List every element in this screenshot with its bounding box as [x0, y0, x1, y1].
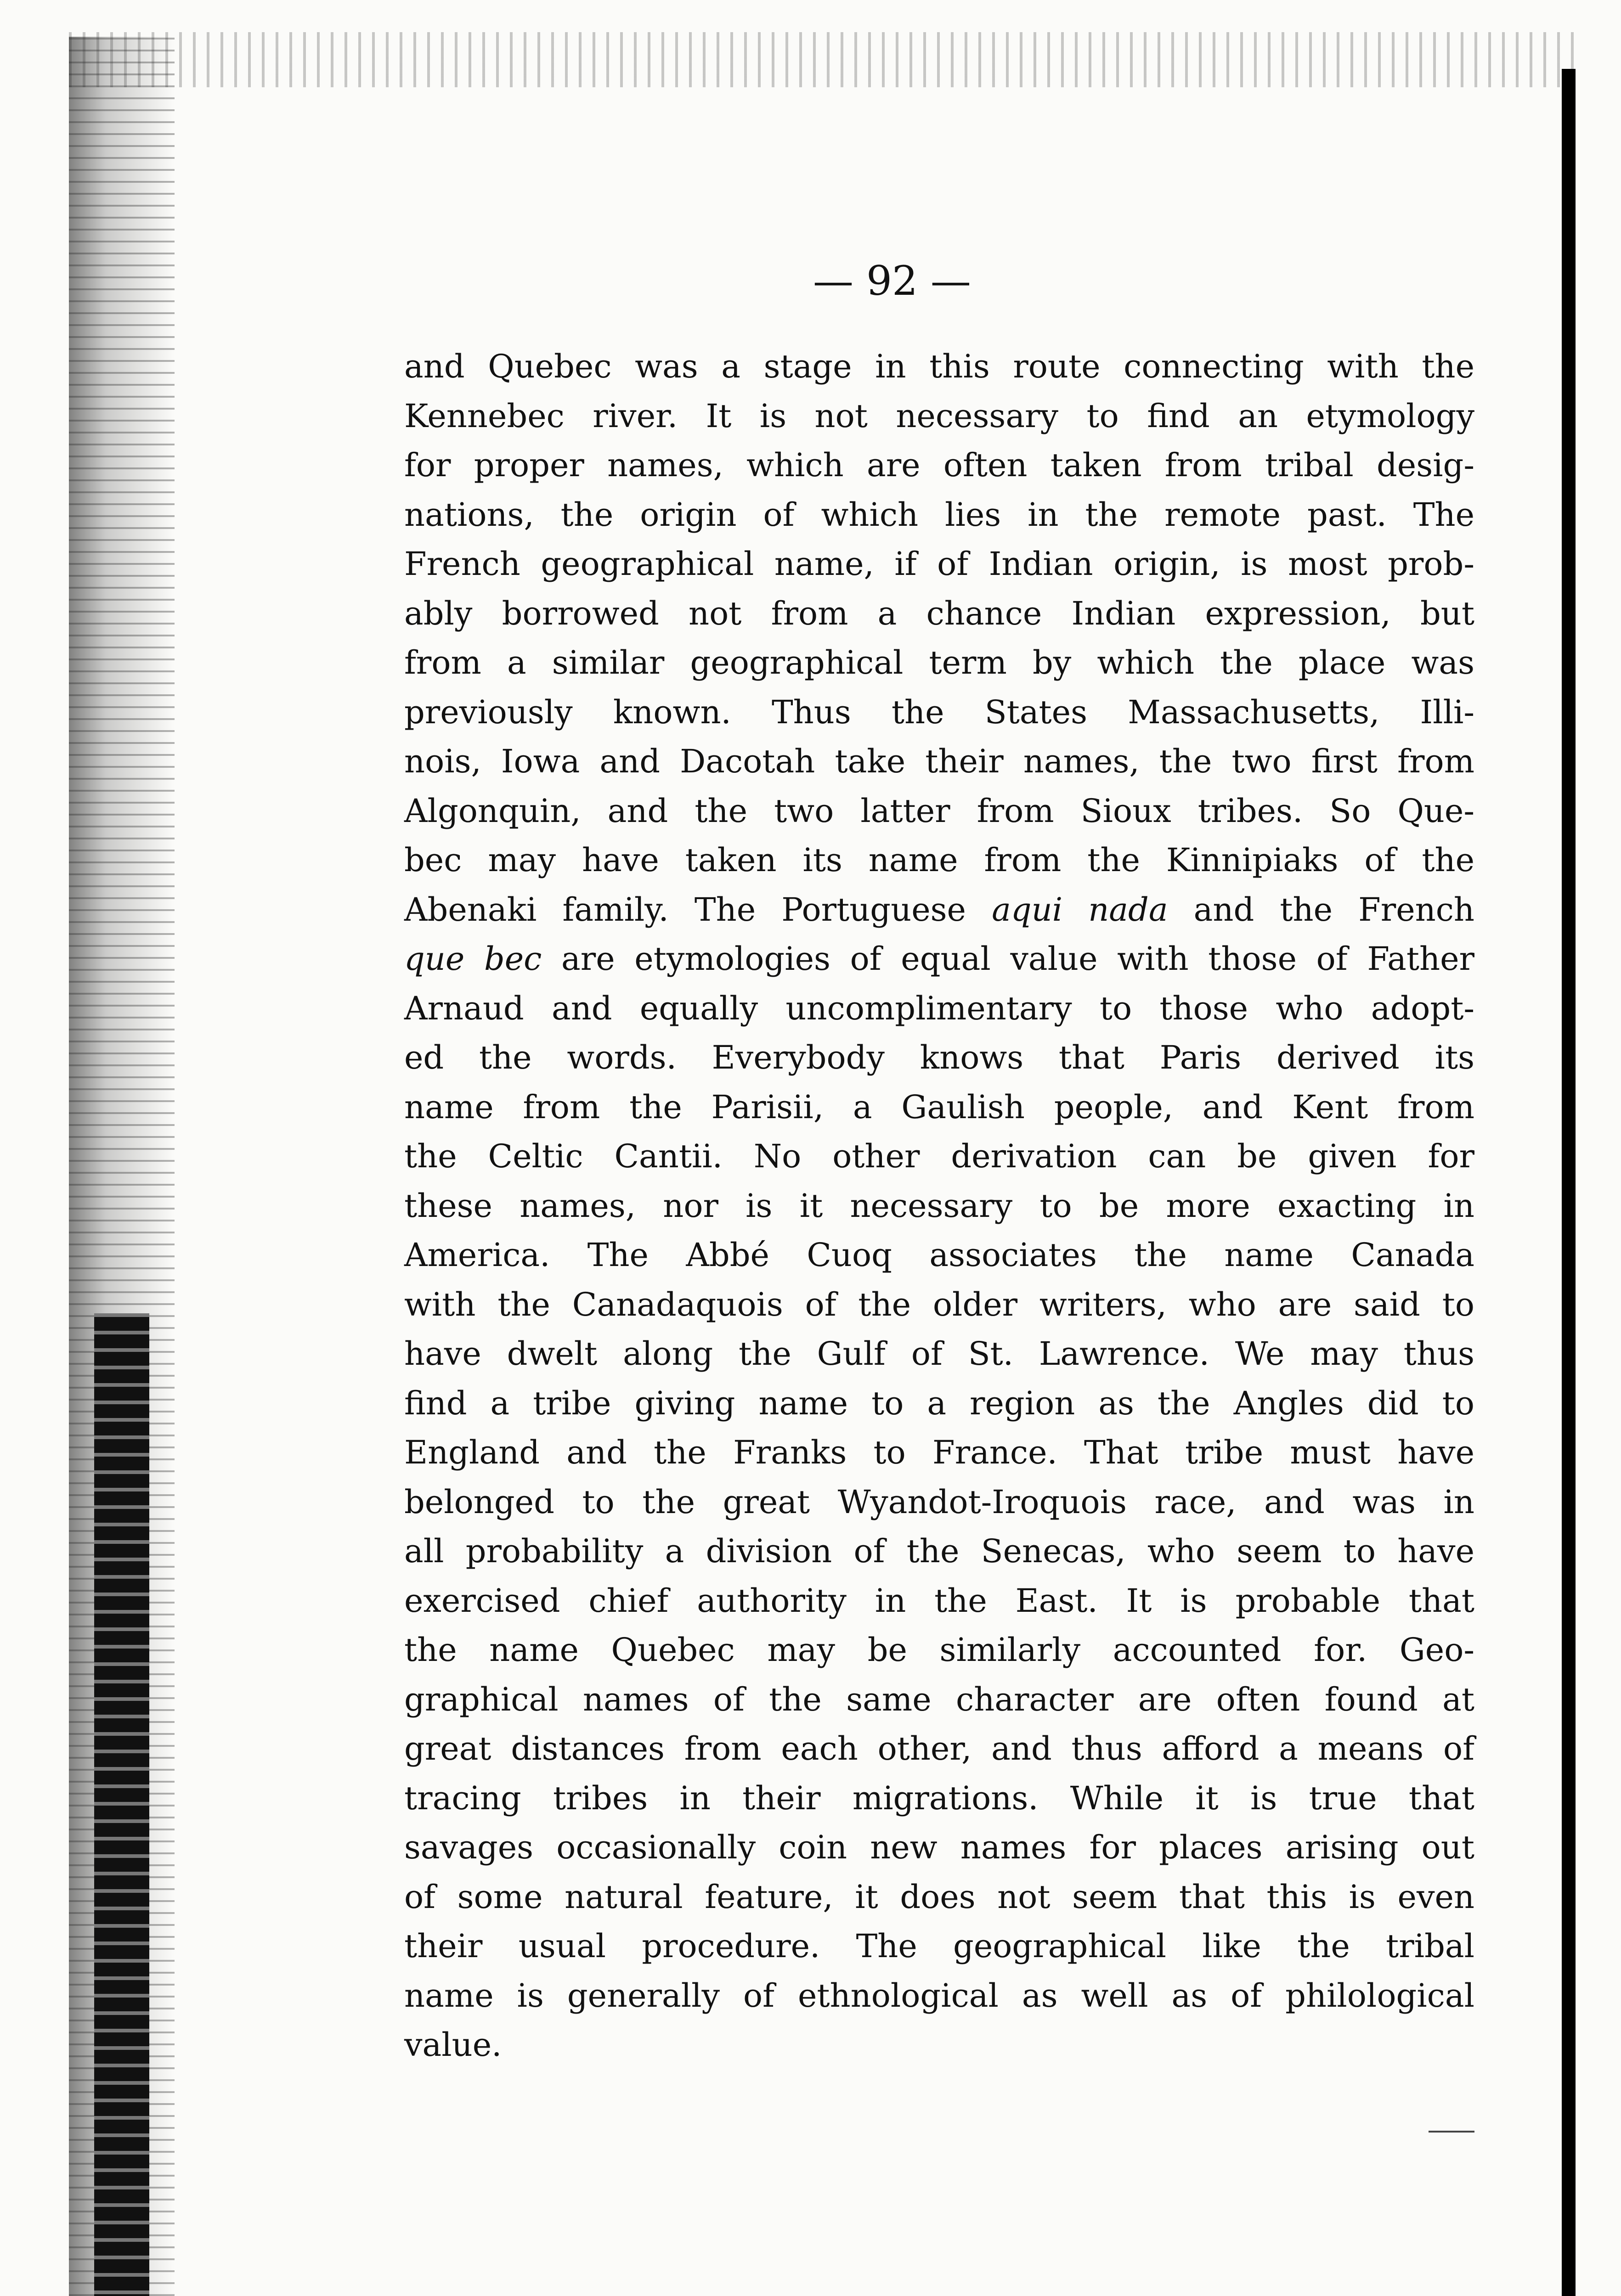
- text-line: with the Canadaquois of the older writers, who are said to: [404, 1285, 1474, 1323]
- text-line: graphical names of the same character are often found at: [404, 1680, 1474, 1718]
- text-line: ably borrowed not from a chance Indian expression, but: [404, 594, 1474, 632]
- text-line: nois, Iowa and Dacotah take their names, the two first from: [404, 743, 1474, 780]
- text-line: have dwelt along the Gulf of St. Lawrence. We may thus: [404, 1335, 1474, 1373]
- page-edge-rule: [1562, 69, 1576, 2296]
- text-line: exercised chief authority in the East. It is probable that: [404, 1581, 1474, 1620]
- text-line: these names, nor is it necessary to be more exacting in: [404, 1187, 1474, 1225]
- text-line: bec may have taken its name from the Kinnipiaks of the: [404, 841, 1474, 879]
- text-line: the name Quebec may be similarly accounted for. Geo-: [404, 1631, 1474, 1669]
- text-line: nations, the origin of which lies in the remote past. The: [404, 495, 1474, 534]
- text-line: great distances from each other, and thus afford a means of: [404, 1730, 1474, 1767]
- scan-gutter-dark-band: [94, 1313, 149, 2296]
- text-line: Algonquin, and the two latter from Sioux tribes. So Que-: [404, 792, 1474, 830]
- text-line: the Celtic Cantii. No other derivation can be given for: [404, 1137, 1474, 1175]
- text-line: ed the words. Everybody knows that Paris derived its: [404, 1039, 1474, 1076]
- text-line: Abenaki family. The Portuguese aqui nada and the French: [404, 890, 1474, 929]
- page-number: — 92 —: [813, 257, 971, 304]
- body-text: [404, 342, 1474, 2070]
- scan-noise-top: [69, 32, 1576, 87]
- text-line: for proper names, which are often taken from tribal desig-: [404, 446, 1474, 484]
- italic-phrase: aqui nada: [992, 890, 1168, 929]
- italic-phrase: que bec: [404, 940, 542, 978]
- text-line: and Quebec was a stage in this route connecting with the: [404, 348, 1474, 385]
- text-line: from a similar geographical term by which the place was: [404, 644, 1474, 681]
- text-line: Kennebec river. It is not necessary to find an etymology: [404, 397, 1474, 435]
- text-line: name is generally of ethnological as well as of philological: [404, 1976, 1474, 2015]
- text-line: England and the Franks to France. That tribe must have: [404, 1434, 1474, 1471]
- text-line: Arnaud and equally uncomplimentary to those who adopt-: [404, 989, 1474, 1027]
- closing-rule: [1429, 2131, 1474, 2133]
- text-line: find a tribe giving name to a region as the Angles did to: [404, 1384, 1474, 1422]
- text-line: America. The Abbé Cuoq associates the name Canada: [404, 1236, 1474, 1274]
- text-line: savages occasionally coin new names for places arising out: [404, 1829, 1474, 1866]
- text-line: tracing tribes in their migrations. While it is true that: [404, 1779, 1474, 1817]
- text-line: of some natural feature, it does not seem that this is even: [404, 1878, 1474, 1916]
- text-line: all probability a division of the Senecas, who seem to have: [404, 1532, 1474, 1570]
- text-line: their usual procedure. The geographical like the tribal: [404, 1927, 1474, 1965]
- text-line: que bec are etymologies of equal value with those of Father: [404, 940, 1474, 978]
- text-line: name from the Parisii, a Gaulish people, and Kent from: [404, 1088, 1474, 1126]
- text-line: belonged to the great Wyandot-Iroquois race, and was in: [404, 1483, 1474, 1521]
- text-line: previously known. Thus the States Massachusetts, Illi-: [404, 693, 1474, 731]
- text-line-last: value.: [404, 2026, 502, 2064]
- text-line: French geographical name, if of Indian origin, is most prob-: [404, 545, 1474, 583]
